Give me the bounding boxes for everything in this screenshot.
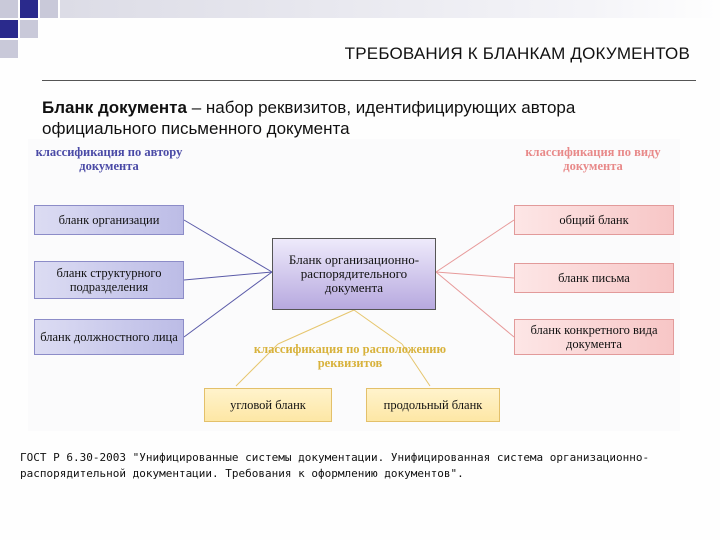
connector-line [184, 220, 272, 272]
deco-square [20, 0, 38, 18]
connector-line [184, 272, 272, 280]
deco-square [20, 20, 38, 38]
right-node: общий бланк [514, 205, 674, 235]
deco-square [0, 40, 18, 58]
connector-line [436, 220, 514, 272]
title-divider [42, 80, 696, 81]
right-classification-header: классификация по виду документа [525, 145, 661, 173]
right-node: бланк письма [514, 263, 674, 293]
connector-line [436, 272, 514, 337]
slide-title: ТРЕБОВАНИЯ К БЛАНКАМ ДОКУМЕНТОВ [344, 44, 690, 63]
connector-line [436, 272, 514, 278]
connector-line [354, 310, 402, 344]
bottom-node: угловой бланк [204, 388, 332, 422]
gost-reference: ГОСТ Р 6.30-2003 "Унифицированные системы документации. Унифицированная система организационно-распорядительной документации. Требования к оформлению документов". [20, 451, 650, 480]
left-node: бланк должностного лица [34, 319, 184, 355]
right-node: бланк конкретного вида документа [514, 319, 674, 355]
definition-term: Бланк документа [42, 98, 187, 117]
deco-square [0, 20, 18, 38]
blank-classification-diagram [28, 139, 680, 431]
deco-square [40, 0, 58, 18]
definition-text [42, 97, 682, 139]
left-classification-header: классификация по автору документа [35, 145, 183, 173]
connector-line [278, 310, 354, 344]
left-node: бланк структурного подразделения [34, 261, 184, 299]
left-node: бланк организации [34, 205, 184, 235]
deco-square [60, 0, 720, 18]
center-node: Бланк организационно-распорядительного документа [272, 238, 436, 310]
deco-square [0, 0, 18, 18]
definition-body: – набор реквизитов, идентифицирующих автора официального письменного документа [42, 98, 576, 138]
connector-line [184, 272, 272, 337]
bottom-node: продольный бланк [366, 388, 500, 422]
bottom-classification-header: классификация по расположению реквизитов [253, 342, 447, 370]
